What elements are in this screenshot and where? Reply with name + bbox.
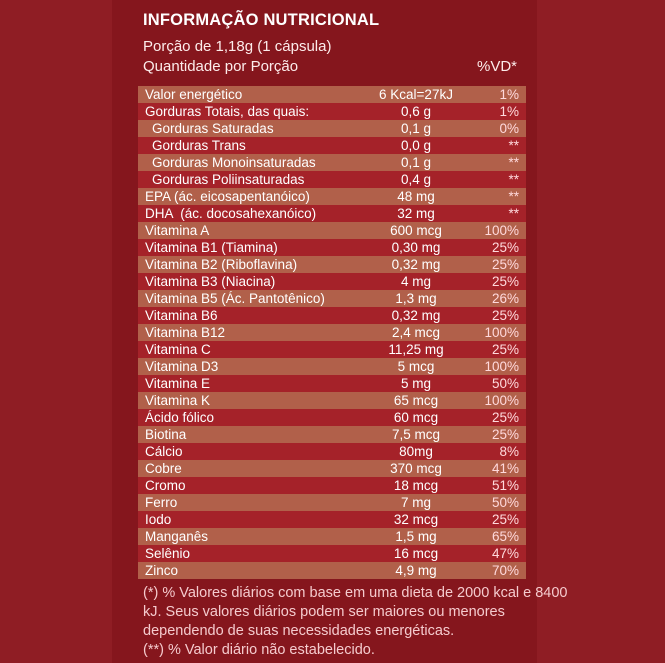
nutrient-amount: 4 mg — [400, 274, 431, 289]
serving-size-text: Porção de 1,18g (1 cápsula) — [143, 38, 332, 55]
table-row — [138, 494, 526, 511]
nutrient-name: Biotina — [145, 427, 187, 442]
nutrient-amount: 600 mcg — [390, 223, 442, 238]
nutrient-daily-value: 25% — [491, 410, 519, 425]
footnote-line: (*) % Valores diários com base em uma dieta de 2000 kcal e 8400 — [143, 585, 568, 601]
table-row — [138, 341, 526, 358]
nutrient-name: Gorduras Poliinsaturadas — [152, 172, 305, 187]
nutrient-amount: 5 mcg — [397, 359, 435, 374]
nutrient-daily-value: 25% — [491, 512, 519, 527]
table-row — [138, 171, 526, 188]
nutrient-daily-value: ** — [508, 206, 519, 221]
nutrient-amount: 0,32 mg — [391, 257, 441, 272]
table-row — [138, 137, 526, 154]
table-row — [138, 375, 526, 392]
nutrient-daily-value: 50% — [491, 376, 519, 391]
nutrient-name: Gorduras Totais, das quais: — [145, 104, 310, 119]
footnotes — [143, 584, 568, 660]
nutrient-daily-value: 25% — [491, 308, 519, 323]
nutrient-amount: 4,9 mg — [395, 563, 437, 578]
nutrient-amount: 6 Kcal=27kJ — [379, 87, 453, 102]
table-row — [138, 188, 526, 205]
footnote-line: dependendo de suas necessidades energéticas. — [143, 623, 455, 639]
nutrient-amount: 0,1 g — [400, 121, 432, 136]
label-title: INFORMAÇÃO NUTRICIONAL — [143, 11, 380, 29]
nutrient-name: Selênio — [145, 546, 191, 561]
nutrient-name: EPA (ác. eicosapentanóico) — [145, 189, 310, 204]
nutrient-daily-value: 26% — [491, 291, 519, 306]
nutrient-amount: 32 mcg — [393, 512, 439, 527]
nutrient-daily-value: ** — [508, 138, 519, 153]
nutrient-daily-value: ** — [508, 172, 519, 187]
nutrient-name: Manganês — [145, 529, 209, 544]
nutrient-name: Vitamina A — [145, 223, 210, 238]
nutrient-amount: 0,4 g — [400, 172, 432, 187]
table-row — [138, 256, 526, 273]
table-row — [138, 545, 526, 562]
nutrient-name: Vitamina B12 — [145, 325, 226, 340]
quantity-per-serving-label: Quantidade por Porção — [143, 58, 299, 75]
nutrient-name: Vitamina B3 (Niacina) — [145, 274, 276, 289]
table-row — [138, 562, 526, 579]
nutrient-name: Gorduras Saturadas — [152, 121, 274, 136]
nutrient-amount: 0,0 g — [400, 138, 432, 153]
nutrient-daily-value: 100% — [484, 393, 519, 408]
nutrient-daily-value: 25% — [491, 274, 519, 289]
nutrient-amount: 16 mcg — [393, 546, 439, 561]
nutrient-amount: 7 mg — [400, 495, 431, 510]
nutrient-daily-value: 65% — [491, 529, 519, 544]
nutrient-amount: 80mg — [399, 444, 433, 459]
daily-value-column-label: %VD* — [476, 58, 517, 75]
nutrient-daily-value: 0% — [499, 121, 519, 136]
table-row — [138, 103, 526, 120]
nutrient-name: Zinco — [145, 563, 179, 578]
nutrient-amount: 370 mcg — [390, 461, 442, 476]
nutrient-name: Vitamina B1 (Tiamina) — [145, 240, 278, 255]
table-row — [138, 392, 526, 409]
footnote-line: kJ. Seus valores diários podem ser maiores ou menores — [143, 604, 505, 620]
nutrient-daily-value: 25% — [491, 342, 519, 357]
nutrient-name: DHA (ác. docosahexanóico) — [145, 206, 317, 221]
table-row — [138, 222, 526, 239]
nutrient-amount: 11,25 mg — [388, 342, 444, 357]
nutrient-daily-value: 47% — [491, 546, 519, 561]
table-row — [138, 511, 526, 528]
nutrient-daily-value: 100% — [484, 223, 519, 238]
nutrient-daily-value: 8% — [499, 444, 519, 459]
nutrient-daily-value: 25% — [491, 240, 519, 255]
nutrient-name: Vitamina C — [145, 342, 211, 357]
nutrient-amount: 0,32 mg — [391, 308, 441, 323]
table-row — [138, 477, 526, 494]
label-panel — [112, 0, 568, 663]
nutrient-name: Valor energético — [145, 87, 243, 102]
nutrient-amount: 7,5 mcg — [391, 427, 441, 442]
nutrient-amount: 60 mcg — [393, 410, 439, 425]
nutrient-name: Cálcio — [145, 444, 183, 459]
nutrient-daily-value: 100% — [484, 325, 519, 340]
nutrient-daily-value: ** — [508, 155, 519, 170]
table-row — [138, 307, 526, 324]
table-row — [138, 426, 526, 443]
table-row — [138, 409, 526, 426]
nutrient-daily-value: 41% — [491, 461, 519, 476]
nutrient-name: Vitamina B5 (Ác. Pantotênico) — [145, 291, 325, 306]
nutrient-daily-value: 25% — [491, 427, 519, 442]
nutrient-amount: 5 mg — [400, 376, 431, 391]
table-row — [138, 443, 526, 460]
table-row — [138, 273, 526, 290]
nutrient-daily-value: 100% — [484, 359, 519, 374]
nutrient-amount: 0,6 g — [400, 104, 432, 119]
table-row — [138, 86, 526, 103]
nutrient-name: Ferro — [145, 495, 178, 510]
nutrient-daily-value: 1% — [499, 104, 519, 119]
nutrient-name: Vitamina B6 — [145, 308, 218, 323]
nutrient-name: Vitamina K — [145, 393, 211, 408]
table-row — [138, 154, 526, 171]
table-row — [138, 205, 526, 222]
table-row — [138, 358, 526, 375]
table-row — [138, 239, 526, 256]
footnote-line: (**) % Valor diário não estabelecido. — [143, 642, 375, 658]
table-row — [138, 460, 526, 477]
table-row — [138, 290, 526, 307]
nutrient-amount: 1,5 mg — [395, 529, 437, 544]
nutrient-name: Vitamina B2 (Riboflavina) — [145, 257, 298, 272]
nutrient-name: Ácido fólico — [145, 410, 215, 425]
nutrient-amount: 0,1 g — [400, 155, 432, 170]
nutrient-name: Gorduras Trans — [152, 138, 246, 153]
table-row — [138, 324, 526, 341]
nutrient-daily-value: 25% — [491, 257, 519, 272]
nutrient-amount: 1,3 mg — [395, 291, 437, 306]
nutrient-name: Vitamina E — [145, 376, 211, 391]
nutrient-daily-value: 1% — [499, 87, 519, 102]
nutrient-amount: 2,4 mcg — [391, 325, 441, 340]
nutrient-amount: 0,30 mg — [391, 240, 441, 255]
nutrient-amount: 48 mg — [397, 189, 435, 204]
nutrient-daily-value: 51% — [491, 478, 519, 493]
nutrient-daily-value: ** — [508, 189, 519, 204]
nutrient-name: Vitamina D3 — [145, 359, 219, 374]
nutrient-daily-value: 70% — [491, 563, 519, 578]
table-row — [138, 120, 526, 137]
nutrient-amount: 65 mcg — [393, 393, 439, 408]
nutrient-daily-value: 50% — [491, 495, 519, 510]
table-column-header — [143, 58, 517, 75]
nutrition-table — [138, 86, 526, 579]
nutrient-amount: 18 mcg — [393, 478, 439, 493]
table-row — [138, 528, 526, 545]
nutrient-name: Cromo — [145, 478, 186, 493]
nutrient-name: Iodo — [145, 512, 172, 527]
nutrient-amount: 32 mg — [397, 206, 435, 221]
nutrient-name: Cobre — [145, 461, 182, 476]
nutrient-name: Gorduras Monoinsaturadas — [152, 155, 316, 170]
